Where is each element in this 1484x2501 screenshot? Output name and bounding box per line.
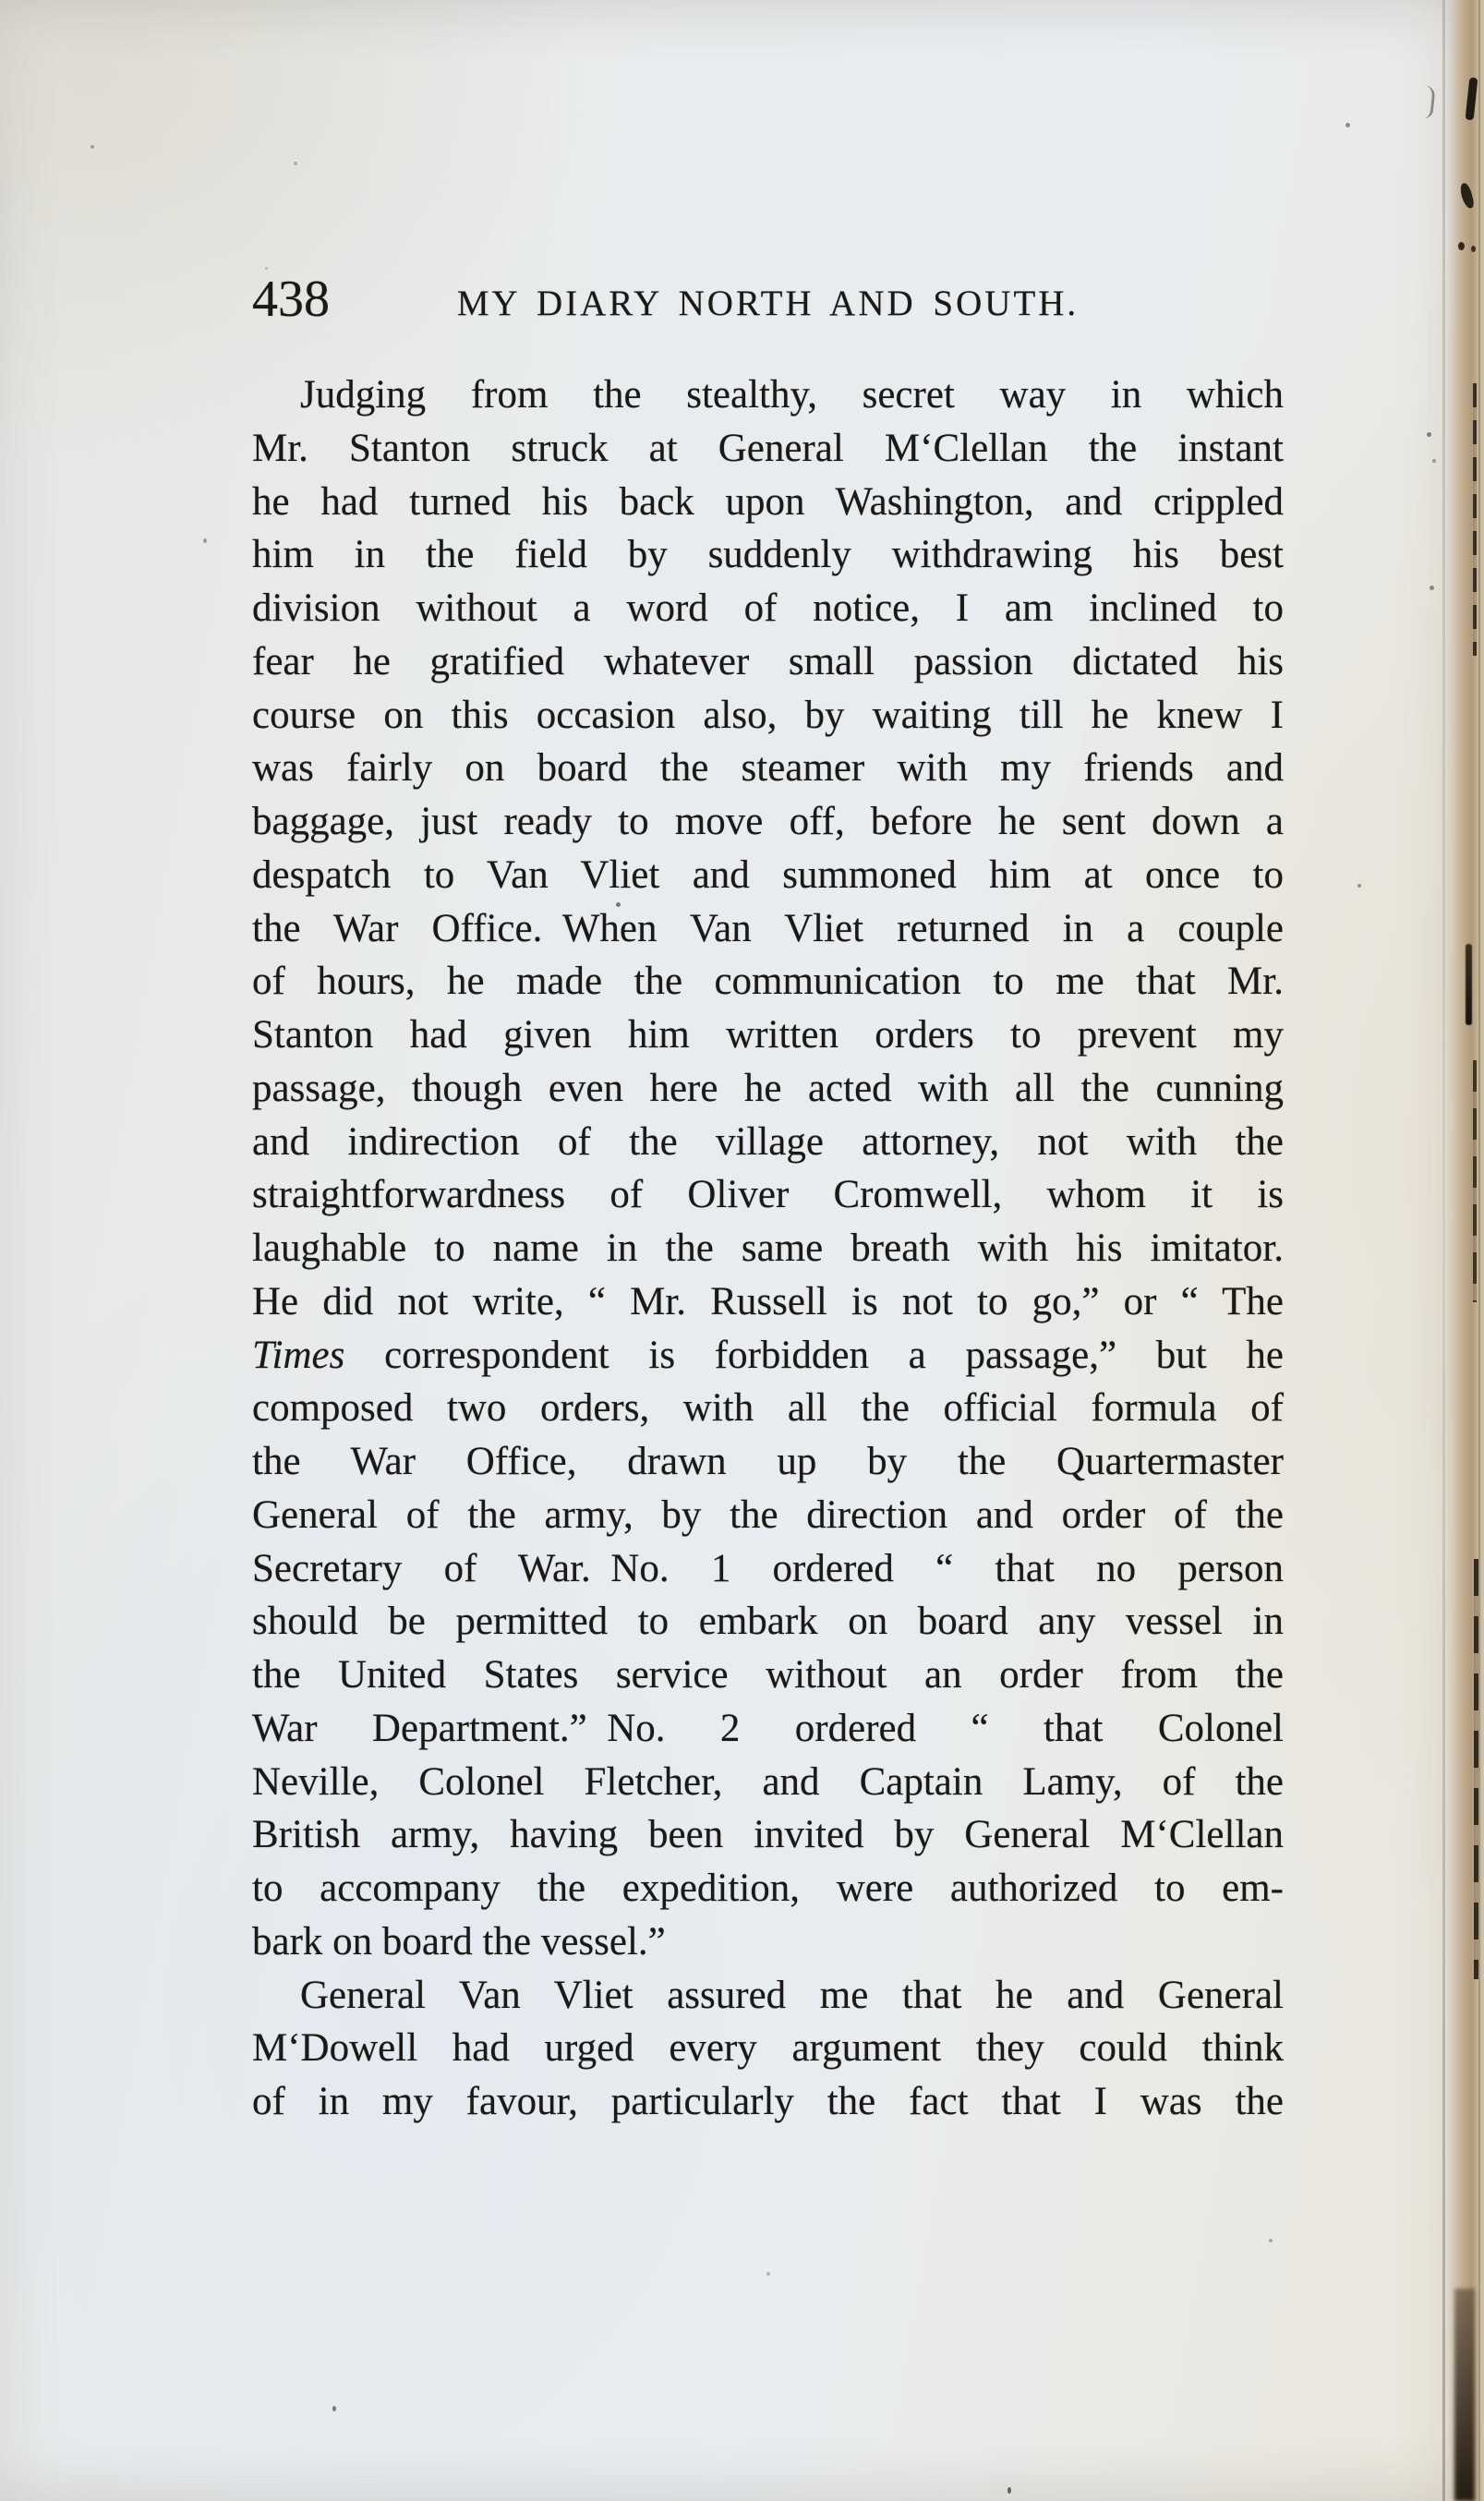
page-header <box>252 273 1284 331</box>
edge-streak <box>1473 1060 1477 1302</box>
page-number: 438 <box>252 271 330 328</box>
edge-streak <box>1474 1559 1478 1979</box>
text-line: to accompany the expedition, were authorized to em- <box>252 1867 1284 1910</box>
edge-streak <box>1454 2289 1475 2501</box>
edge-streak <box>1471 246 1476 252</box>
text-line: division without a word of notice, I am inclined to <box>252 586 1284 630</box>
text-line: General of the army, by the direction and order of the <box>252 1492 1284 1537</box>
text-line: Stanton had given him written orders to prevent my <box>252 1013 1284 1057</box>
paper-speck <box>203 538 207 543</box>
edge-streak <box>1459 182 1476 210</box>
text-line: the War Office, drawn up by the Quartermaster <box>252 1440 1284 1483</box>
text-line: Neville, Colonel Fletcher, and Captain Lamy, of the <box>252 1759 1284 1804</box>
text-line: and indirection of the village attorney, not with the <box>252 1119 1284 1164</box>
text-line: of hours, he made the communication to me that Mr. <box>252 960 1284 1004</box>
paper-speck <box>1007 2487 1011 2494</box>
paper-speck <box>616 902 621 907</box>
text-line: composed two orders, with all the official formula of <box>252 1386 1284 1431</box>
text-line: M‘Dowell had urged every argument they could think <box>252 2026 1284 2071</box>
text-line: laughable to name in the same breath with his imitator. <box>252 1226 1284 1270</box>
paper-speck <box>1345 123 1350 127</box>
paper-speck <box>1432 459 1436 463</box>
text-line: War Department.” No. 2 ordered “ that Colonel <box>252 1706 1284 1750</box>
paper-speck <box>265 267 268 270</box>
paper-speck <box>1269 2239 1273 2242</box>
text-line <box>252 1329 1284 1383</box>
paper-speck <box>1357 884 1361 888</box>
text-line: bark on board the vessel.” <box>252 1919 666 1963</box>
text-line: was fairly on board the steamer with my friends and <box>252 746 1284 791</box>
text-line: him in the field by suddenly withdrawing his best <box>252 533 1284 577</box>
paper-speck <box>332 2406 336 2411</box>
paper-speck <box>294 162 297 165</box>
paper-speck <box>531 831 534 834</box>
text-line: the War Office. When Van Vliet returned in a couple <box>252 906 1284 950</box>
text-line: He did not write, “ Mr. Russell is not to go,” or “ The <box>252 1279 1284 1323</box>
edge-streak <box>1458 242 1465 250</box>
paper-speck <box>1430 586 1434 590</box>
paper-speck <box>90 145 94 149</box>
text-line: passage, though even here he acted with all the cunning <box>252 1066 1284 1110</box>
text-line: Mr. Stanton struck at General M‘Clellan the instant <box>252 426 1284 470</box>
text-line: Judging from the stealthy, secret way in which <box>300 373 1284 417</box>
text-line: the United States service without an order from the <box>252 1653 1284 1697</box>
running-title: MY DIARY NORTH AND SOUTH. <box>456 284 1080 323</box>
text-line: he had turned his back upon Washington, and crippled <box>252 479 1284 524</box>
page-edge <box>1445 0 1484 2501</box>
edge-streak <box>1478 0 1480 2501</box>
text-line: despatch to Van Vliet and summoned him at once to <box>252 852 1284 897</box>
text-line: General Van Vliet assured me that he and General <box>300 1973 1284 2017</box>
text-line: straightforwardness of Oliver Cromwell, whom it is <box>252 1173 1284 1217</box>
edge-streak <box>1473 383 1477 656</box>
paper-speck <box>1427 432 1431 437</box>
text-line: course on this occasion also, by waiting till he knew I <box>252 693 1284 737</box>
page-text <box>252 369 1284 2129</box>
text-line: Secretary of War. No. 1 ordered “ that no person <box>252 1546 1284 1590</box>
text-line: should be permitted to embark on board any vessel in <box>252 1600 1284 1644</box>
edge-streak <box>1466 944 1472 1025</box>
text-line-rest: correspondent is forbidden a passage,” but he <box>344 1333 1284 1377</box>
edge-streak <box>1466 78 1478 121</box>
text-line: of in my favour, particularly the fact that I was the <box>252 2080 1284 2123</box>
hook-mark <box>1411 84 1436 119</box>
text-line: baggage, just ready to move off, before he sent down a <box>252 800 1284 843</box>
italic-word: Times <box>252 1333 345 1377</box>
paper-speck <box>766 2272 770 2276</box>
text-line: fear he gratified whatever small passion dictated his <box>252 639 1284 683</box>
text-line: British army, having been invited by General M‘Clellan <box>252 1813 1284 1857</box>
